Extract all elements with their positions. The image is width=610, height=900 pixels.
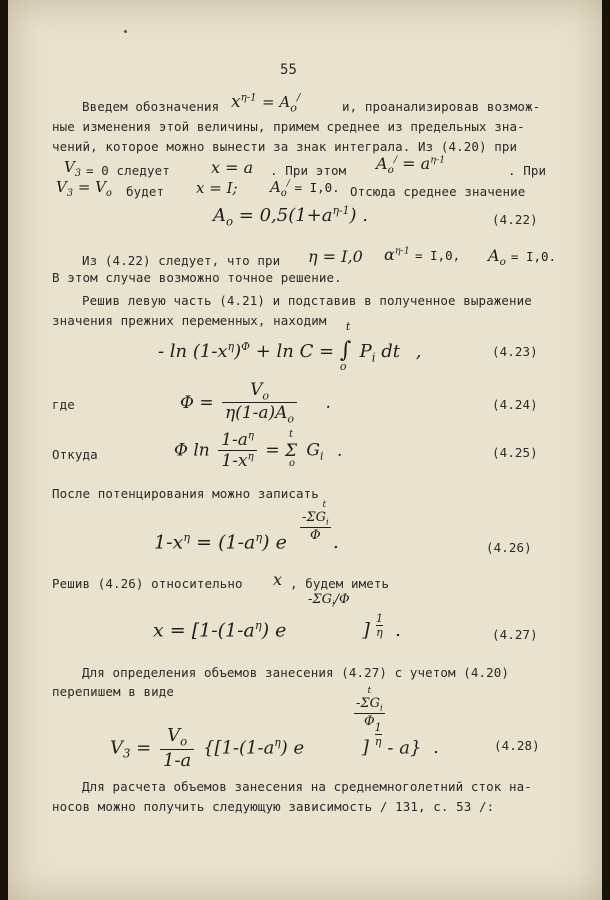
equation-number: (4.27) <box>492 627 538 642</box>
text-line: Решив (4.26) относительно <box>52 576 243 591</box>
equation-number: (4.23) <box>492 344 538 359</box>
equation-4-28-exponent: t $-\Sigma G_i$ Φ <box>356 686 383 729</box>
text-line: где <box>52 397 75 412</box>
formula-x-rel: x <box>273 570 283 589</box>
equation-number: (4.22) <box>492 212 538 227</box>
equation-4-26-exponent: t $-\Sigma G_i$ Φ <box>302 500 329 543</box>
equation-4-28: $V_3$ = $\frac{V_o}{1-a}$ {[$1-(1-a^\eta)$ e ] $\frac{1}{\eta}$ - a} . <box>110 721 439 771</box>
formula-v3-v0: $V_3 = V_o$ <box>56 178 112 199</box>
equation-4-23: - $\ln (1-x^\eta)^\Phi + \ln C$ = t ∫ o $P_i$ dt , <box>158 320 422 373</box>
equation-number: (4.24) <box>492 397 538 412</box>
text-line: . При <box>508 163 547 178</box>
equation-number: (4.26) <box>486 540 532 555</box>
equation-4-27-exponent: $-\Sigma G_i/\Phi$ <box>308 592 350 609</box>
formula-a-eq-1: $A_o^/ = I,0$. <box>270 178 340 199</box>
formula-alpha-cond: $\alpha^{\eta-1} = I,0$, <box>384 245 461 264</box>
speck <box>124 30 127 33</box>
text-line: Для расчета объемов занесения на среднемноголетний сток на- <box>82 779 532 794</box>
text-line: значения прежних переменных, находим <box>52 313 327 328</box>
equation-4-27: $x = [1-(1-a^\eta)$ e ] $\frac{1}{\eta}$ . <box>153 612 402 642</box>
text-line: Решив левую часть (4.21) и подставив в полученное выражение <box>82 293 532 308</box>
text-line: чений, которое можно вынести за знак интеграла. Из (4.20) при <box>52 139 518 154</box>
text-line: будет <box>126 184 165 199</box>
document-page <box>8 0 602 900</box>
equation-4-24: Φ = $\frac{V_o}{\eta(1-a)A_o}$ . <box>180 380 331 426</box>
text-line: Отсюда среднее значение <box>350 184 526 199</box>
formula-v3: $V_3$ <box>64 158 82 179</box>
text-line: , будем иметь <box>290 576 390 591</box>
text-line: Введем обозначения <box>82 99 220 114</box>
equation-4-26: $1-x^\eta = (1-a^\eta)$ e . <box>154 530 339 554</box>
text-line: = 0 следует <box>86 163 170 178</box>
text-line: После потенцирования можно записать <box>52 486 319 501</box>
text-line: перепишем в виде <box>52 684 175 699</box>
equation-number: (4.25) <box>492 445 538 460</box>
formula-x-power: $x^{\eta-1} = A_o^/$ <box>231 92 301 115</box>
text-line: В этом случае возможно точное решение. <box>52 270 342 285</box>
text-line: и, проанализировав возмож- <box>342 99 541 114</box>
equation-4-25: Φ ln $\frac{1-a^\eta}{1-x^\eta}$ = t Σ o $G_i$ . <box>174 428 343 471</box>
formula-x-eq-1: x = I; <box>196 179 238 197</box>
text-line: Для определения объемов занесения (4.27) с учетом (4.20) <box>82 665 510 680</box>
text-line: . При этом <box>270 163 347 178</box>
text-line: Откуда <box>52 447 98 462</box>
formula-a0-cond: $A_o = I,0$. <box>488 246 557 269</box>
page-number: 55 <box>280 62 298 78</box>
equation-4-22: $A_o = 0,5(1+a^{\eta-1})$ . <box>213 204 368 229</box>
text-line: носов можно получить следующую зависимость / 131, с. 53 /: <box>52 799 495 814</box>
text-line: Из (4.22) следует, что при <box>82 253 281 268</box>
equation-number: (4.28) <box>494 738 540 753</box>
formula-eta-cond: η = I,0 <box>308 247 363 266</box>
text-line: ные изменения этой величины, примем среднее из предельных зна- <box>52 119 525 134</box>
formula-x-eq-a: x = a <box>211 158 254 177</box>
formula-a0-prime: $A_o^/ = a^{\eta-1}$ <box>376 154 446 177</box>
